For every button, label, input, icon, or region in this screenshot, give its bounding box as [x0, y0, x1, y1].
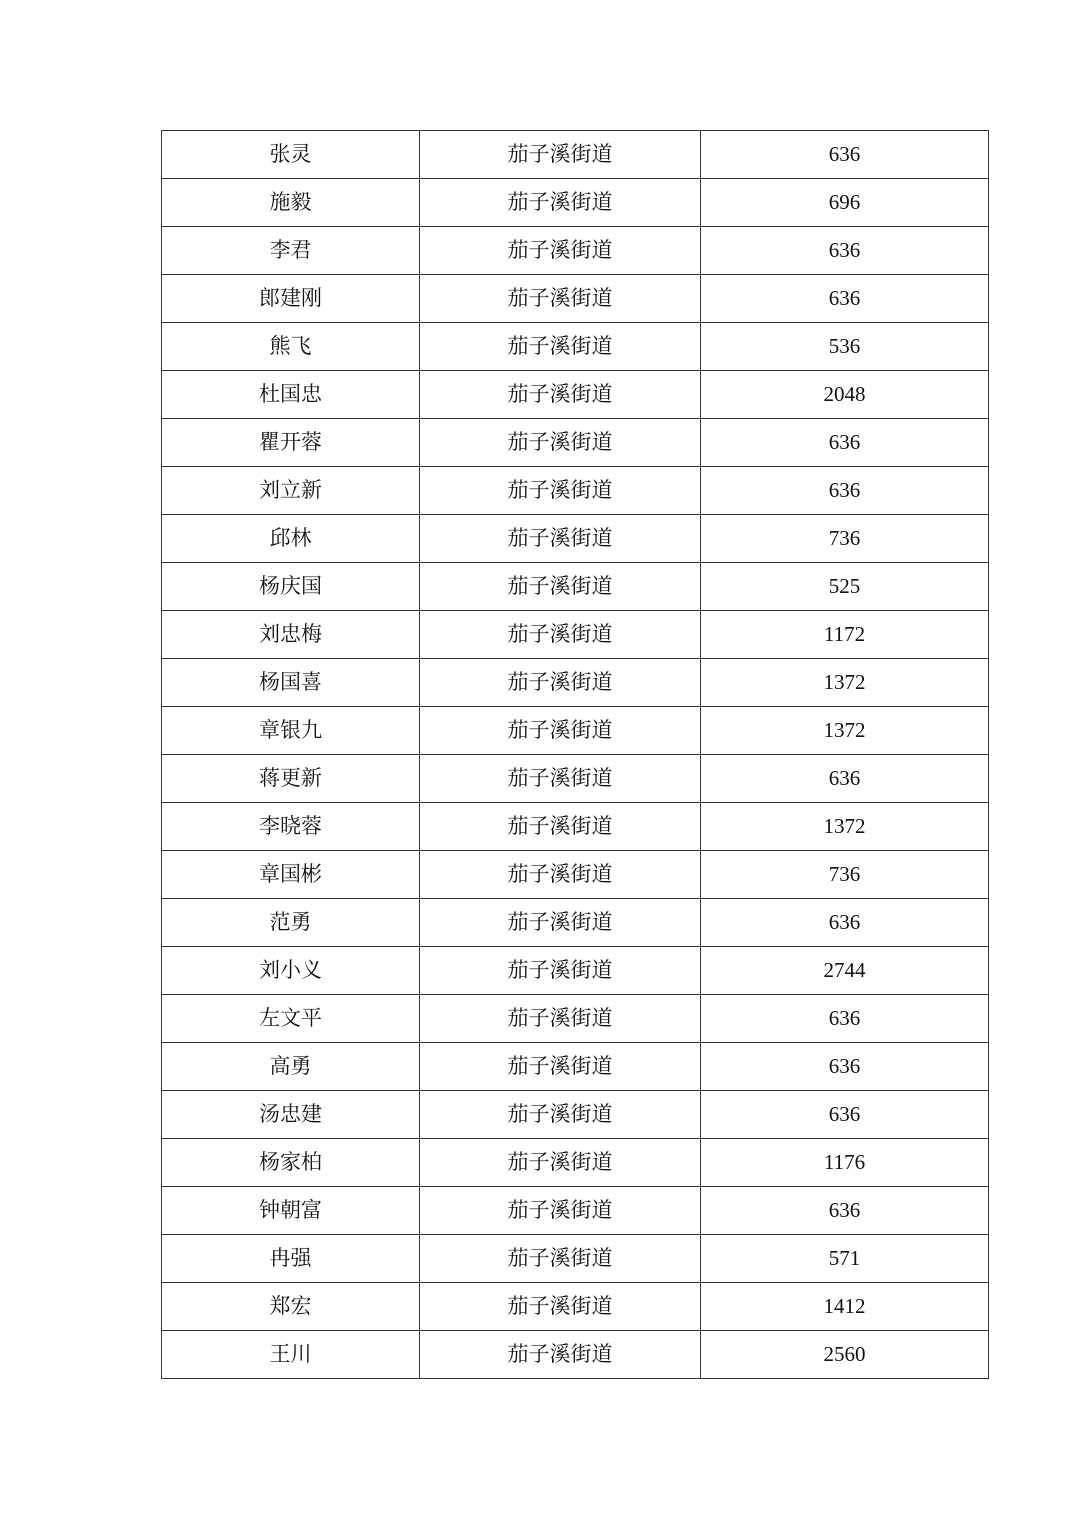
table-row	[162, 1091, 989, 1139]
street-cell: 茄子溪街道	[420, 947, 701, 995]
name-cell: 章银九	[162, 707, 420, 755]
street-cell: 茄子溪街道	[420, 851, 701, 899]
amount-cell: 636	[701, 467, 989, 515]
name-cell: 施毅	[162, 179, 420, 227]
table-row	[162, 803, 989, 851]
street-cell: 茄子溪街道	[420, 371, 701, 419]
name-cell: 张灵	[162, 131, 420, 179]
street-cell: 茄子溪街道	[420, 1139, 701, 1187]
name-cell: 王川	[162, 1331, 420, 1379]
amount-cell: 636	[701, 995, 989, 1043]
name-cell: 杜国忠	[162, 371, 420, 419]
street-cell: 茄子溪街道	[420, 995, 701, 1043]
amount-cell: 636	[701, 1043, 989, 1091]
amount-cell: 636	[701, 755, 989, 803]
table-row	[162, 659, 989, 707]
amount-cell: 1372	[701, 659, 989, 707]
table-row	[162, 1283, 989, 1331]
street-cell: 茄子溪街道	[420, 1283, 701, 1331]
amount-cell: 571	[701, 1235, 989, 1283]
name-cell: 蒋更新	[162, 755, 420, 803]
table-row	[162, 419, 989, 467]
amount-cell: 636	[701, 275, 989, 323]
name-cell: 刘小义	[162, 947, 420, 995]
name-cell: 郑宏	[162, 1283, 420, 1331]
name-cell: 瞿开蓉	[162, 419, 420, 467]
amount-cell: 636	[701, 1091, 989, 1139]
table-row	[162, 323, 989, 371]
name-cell: 熊飞	[162, 323, 420, 371]
name-cell: 汤忠建	[162, 1091, 420, 1139]
amount-cell: 2744	[701, 947, 989, 995]
amount-cell: 636	[701, 227, 989, 275]
amount-cell: 536	[701, 323, 989, 371]
street-cell: 茄子溪街道	[420, 275, 701, 323]
table-row	[162, 131, 989, 179]
street-cell: 茄子溪街道	[420, 1091, 701, 1139]
amount-cell: 2560	[701, 1331, 989, 1379]
table-row	[162, 755, 989, 803]
table-row	[162, 563, 989, 611]
street-cell: 茄子溪街道	[420, 755, 701, 803]
table-row	[162, 371, 989, 419]
table-row	[162, 947, 989, 995]
street-cell: 茄子溪街道	[420, 563, 701, 611]
name-cell: 范勇	[162, 899, 420, 947]
amount-cell: 736	[701, 851, 989, 899]
amount-cell: 1412	[701, 1283, 989, 1331]
amount-cell: 1372	[701, 803, 989, 851]
table-row	[162, 515, 989, 563]
amount-cell: 736	[701, 515, 989, 563]
street-cell: 茄子溪街道	[420, 1235, 701, 1283]
table-row	[162, 179, 989, 227]
street-cell: 茄子溪街道	[420, 467, 701, 515]
street-cell: 茄子溪街道	[420, 659, 701, 707]
amount-cell: 2048	[701, 371, 989, 419]
amount-cell: 1172	[701, 611, 989, 659]
name-cell: 高勇	[162, 1043, 420, 1091]
amount-cell: 636	[701, 131, 989, 179]
table-row	[162, 1139, 989, 1187]
table-row	[162, 227, 989, 275]
street-cell: 茄子溪街道	[420, 611, 701, 659]
table-row	[162, 1235, 989, 1283]
street-cell: 茄子溪街道	[420, 1187, 701, 1235]
name-cell: 左文平	[162, 995, 420, 1043]
street-cell: 茄子溪街道	[420, 1043, 701, 1091]
table-row	[162, 851, 989, 899]
name-cell: 李君	[162, 227, 420, 275]
amount-cell: 1176	[701, 1139, 989, 1187]
name-cell: 郎建刚	[162, 275, 420, 323]
amount-cell: 636	[701, 1187, 989, 1235]
roster-table	[161, 130, 989, 1379]
amount-cell: 525	[701, 563, 989, 611]
table-row	[162, 995, 989, 1043]
street-cell: 茄子溪街道	[420, 227, 701, 275]
name-cell: 章国彬	[162, 851, 420, 899]
street-cell: 茄子溪街道	[420, 1331, 701, 1379]
amount-cell: 636	[701, 419, 989, 467]
table-row	[162, 1187, 989, 1235]
name-cell: 刘立新	[162, 467, 420, 515]
street-cell: 茄子溪街道	[420, 179, 701, 227]
amount-cell: 1372	[701, 707, 989, 755]
amount-cell: 636	[701, 899, 989, 947]
table-row	[162, 467, 989, 515]
name-cell: 李晓蓉	[162, 803, 420, 851]
table-row	[162, 899, 989, 947]
table-row	[162, 275, 989, 323]
name-cell: 钟朝富	[162, 1187, 420, 1235]
table-row	[162, 611, 989, 659]
street-cell: 茄子溪街道	[420, 131, 701, 179]
name-cell: 杨国喜	[162, 659, 420, 707]
street-cell: 茄子溪街道	[420, 803, 701, 851]
street-cell: 茄子溪街道	[420, 419, 701, 467]
name-cell: 冉强	[162, 1235, 420, 1283]
street-cell: 茄子溪街道	[420, 323, 701, 371]
name-cell: 杨家柏	[162, 1139, 420, 1187]
name-cell: 刘忠梅	[162, 611, 420, 659]
street-cell: 茄子溪街道	[420, 899, 701, 947]
name-cell: 邱林	[162, 515, 420, 563]
table-row	[162, 1043, 989, 1091]
name-cell: 杨庆国	[162, 563, 420, 611]
table-row	[162, 707, 989, 755]
street-cell: 茄子溪街道	[420, 515, 701, 563]
street-cell: 茄子溪街道	[420, 707, 701, 755]
table-row	[162, 1331, 989, 1379]
amount-cell: 696	[701, 179, 989, 227]
